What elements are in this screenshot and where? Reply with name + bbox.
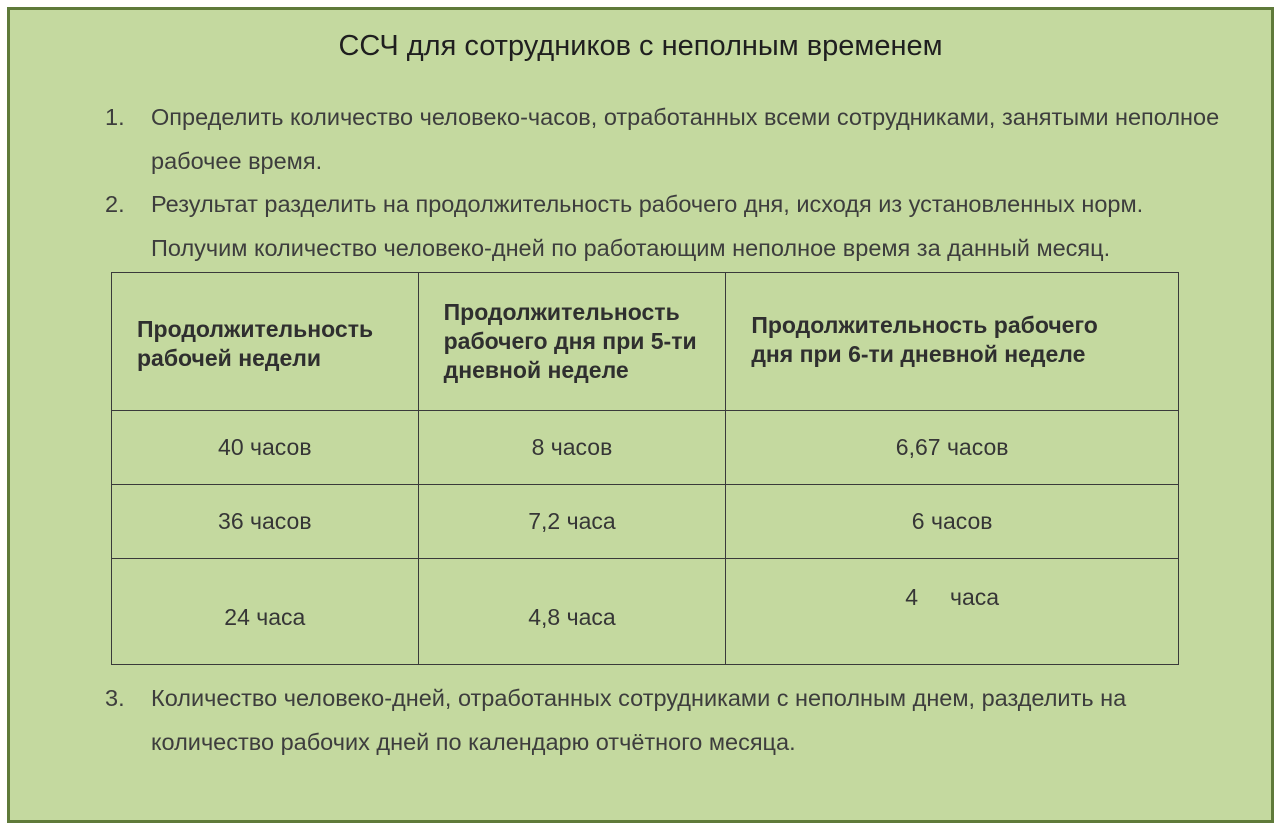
step-number: 1.: [105, 104, 125, 130]
table-cell: 8 часов: [418, 411, 726, 485]
table-cell: 4 часа: [726, 559, 1179, 665]
step-text: Количество человеко-дней, отработанных сотрудниками с неполным днем, разделить на количество рабочих дней по календарю отчётного месяца.: [151, 685, 1127, 755]
table-cell: 40 часов: [112, 411, 419, 485]
work-hours-table: [111, 272, 1179, 665]
table-row: [112, 485, 1179, 559]
table-cell: 24 часа: [112, 559, 419, 665]
table-row: [112, 559, 1179, 665]
slide-title: ССЧ для сотрудников с неполным временем: [338, 30, 943, 62]
table-row: [112, 411, 1179, 485]
step-number: 2.: [105, 191, 125, 217]
table-cell: 7,2 часа: [418, 485, 726, 559]
table-cell: 36 часов: [112, 485, 419, 559]
column-header-5-day: Продолжительность рабочего дня при 5-ти дневной неделе: [418, 273, 726, 411]
step-number: 3.: [105, 685, 125, 711]
table-cell: 6 часов: [726, 485, 1179, 559]
slide: [7, 7, 1274, 823]
step-text: Определить количество человеко-часов, отработанных всеми сотрудниками, занятыми неполное рабочее время.: [151, 104, 1220, 174]
table-header-row: [112, 273, 1179, 411]
step-text: Результат разделить на продолжительность рабочего дня, исходя из установленных норм. Получим количество человеко-дней по работающим неполное время за данный месяц.: [151, 191, 1144, 261]
column-header-week: Продолжительность рабочей недели: [112, 273, 419, 411]
table-cell: 6,67 часов: [726, 411, 1179, 485]
table-cell: 4,8 часа: [418, 559, 726, 665]
column-header-6-day: Продолжительность рабочего дня при 6-ти дневной неделе: [726, 273, 1179, 411]
